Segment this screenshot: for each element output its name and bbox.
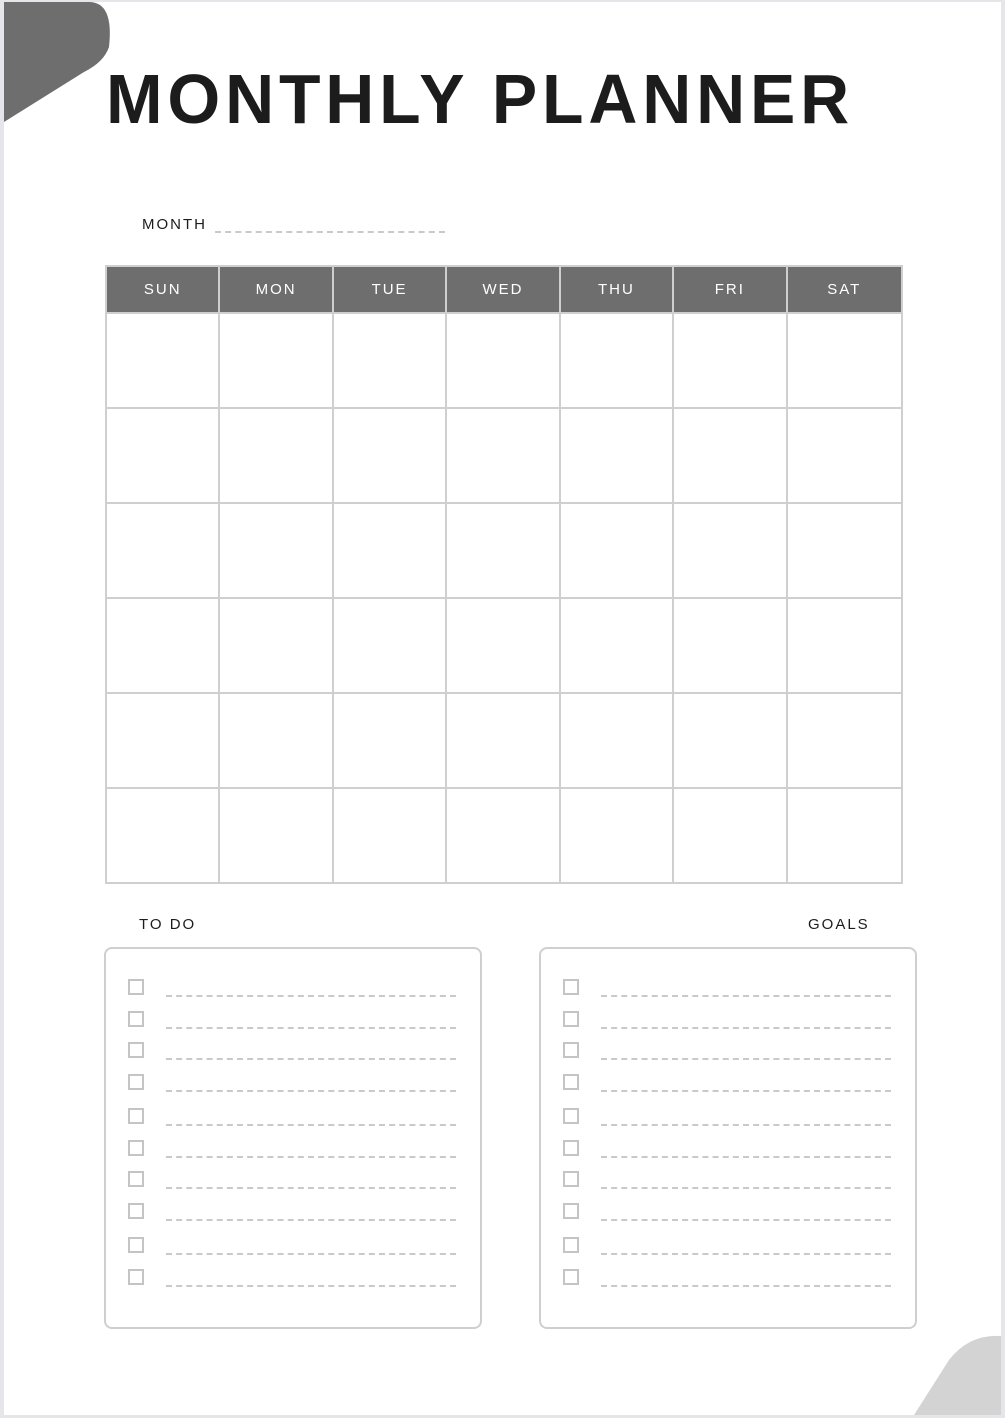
calendar-day-cell[interactable] [107, 692, 220, 787]
todo-line[interactable] [166, 995, 456, 997]
todo-item [128, 1138, 456, 1158]
weekday-sat: SAT [827, 281, 862, 298]
todo-line[interactable] [166, 1253, 456, 1255]
todo-checkbox[interactable] [128, 979, 144, 995]
todo-label: TO DO [139, 916, 197, 933]
todo-item [128, 1040, 456, 1060]
todo-line[interactable] [166, 1219, 456, 1221]
goals-item [563, 1106, 891, 1126]
goals-line[interactable] [601, 995, 891, 997]
calendar-day-cell[interactable] [447, 787, 560, 882]
calendar-day-cell[interactable] [447, 312, 560, 407]
goals-line[interactable] [601, 1219, 891, 1221]
calendar-body [107, 312, 901, 882]
goals-line[interactable] [601, 1285, 891, 1287]
todo-line[interactable] [166, 1027, 456, 1029]
calendar-day-cell[interactable] [447, 597, 560, 692]
todo-checkbox[interactable] [128, 1074, 144, 1090]
goals-line[interactable] [601, 1187, 891, 1189]
goals-line[interactable] [601, 1253, 891, 1255]
goals-item [563, 1072, 891, 1092]
calendar-day-cell[interactable] [107, 312, 220, 407]
calendar-day-cell[interactable] [447, 692, 560, 787]
calendar-day-cell[interactable] [220, 502, 333, 597]
todo-item [128, 1072, 456, 1092]
goals-checkbox[interactable] [563, 1108, 579, 1124]
todo-checkbox[interactable] [128, 1140, 144, 1156]
goals-item [563, 1009, 891, 1029]
todo-checkbox[interactable] [128, 1011, 144, 1027]
todo-checkbox[interactable] [128, 1203, 144, 1219]
todo-line[interactable] [166, 1124, 456, 1126]
calendar-day-cell[interactable] [220, 407, 333, 502]
calendar-day-cell[interactable] [334, 597, 447, 692]
calendar-day-cell[interactable] [334, 407, 447, 502]
calendar-day-cell[interactable] [561, 597, 674, 692]
todo-line[interactable] [166, 1156, 456, 1158]
calendar-day-cell[interactable] [561, 692, 674, 787]
weekday-sun: SUN [107, 267, 220, 312]
calendar-day-cell[interactable] [674, 597, 787, 692]
goals-item [563, 1138, 891, 1158]
todo-checkbox[interactable] [128, 1108, 144, 1124]
calendar-day-cell[interactable] [674, 692, 787, 787]
goals-line[interactable] [601, 1058, 891, 1060]
goals-list-box [539, 947, 917, 1329]
calendar-day-cell[interactable] [220, 597, 333, 692]
calendar-day-cell[interactable] [788, 597, 901, 692]
todo-line[interactable] [166, 1285, 456, 1287]
calendar-day-cell[interactable] [674, 787, 787, 882]
calendar-day-cell[interactable] [334, 312, 447, 407]
corner-decoration-bottom-right [884, 1322, 1001, 1415]
goals-item [563, 1201, 891, 1221]
goals-line[interactable] [601, 1027, 891, 1029]
calendar-day-cell[interactable] [107, 597, 220, 692]
corner-shape-bottom [914, 1336, 1001, 1415]
calendar-day-cell[interactable] [674, 502, 787, 597]
calendar-day-cell[interactable] [220, 787, 333, 882]
calendar-day-cell[interactable] [220, 692, 333, 787]
calendar-day-cell[interactable] [107, 787, 220, 882]
todo-item [128, 1267, 456, 1287]
calendar-day-cell[interactable] [334, 502, 447, 597]
todo-item [128, 1106, 456, 1126]
calendar-day-cell[interactable] [788, 407, 901, 502]
calendar-day-cell[interactable] [561, 787, 674, 882]
todo-item [128, 1235, 456, 1255]
todo-checkbox[interactable] [128, 1269, 144, 1285]
goals-checkbox[interactable] [563, 1011, 579, 1027]
calendar-day-cell[interactable] [334, 787, 447, 882]
calendar-day-cell[interactable] [561, 312, 674, 407]
goals-item [563, 977, 891, 997]
goals-item [563, 1169, 891, 1189]
goals-label: GOALS [808, 916, 870, 933]
goals-checkbox[interactable] [563, 1042, 579, 1058]
todo-checkbox[interactable] [128, 1042, 144, 1058]
corner-shape-top [4, 2, 110, 122]
goals-line[interactable] [601, 1124, 891, 1126]
goals-checkbox[interactable] [563, 979, 579, 995]
calendar-day-cell[interactable] [220, 312, 333, 407]
month-label: MONTH [142, 216, 207, 233]
calendar-day-cell[interactable] [447, 502, 560, 597]
goals-checkbox[interactable] [563, 1074, 579, 1090]
page-title: MONTHLY PLANNER [106, 60, 855, 138]
weekday-fri: FRI [674, 267, 787, 312]
calendar-day-cell[interactable] [674, 407, 787, 502]
todo-item [128, 1169, 456, 1189]
weekday-thu: THU [561, 267, 674, 312]
calendar-day-cell[interactable] [674, 312, 787, 407]
goals-checkbox[interactable] [563, 1171, 579, 1187]
goals-item [563, 1235, 891, 1255]
todo-item [128, 1009, 456, 1029]
calendar-day-cell[interactable] [107, 502, 220, 597]
goals-checkbox[interactable] [563, 1140, 579, 1156]
month-field [142, 216, 445, 233]
todo-checkbox[interactable] [128, 1171, 144, 1187]
calendar-day-cell[interactable] [561, 502, 674, 597]
weekday-tue: TUE [334, 267, 447, 312]
weekday-wed: WED [447, 267, 560, 312]
todo-line[interactable] [166, 1058, 456, 1060]
goals-line[interactable] [601, 1090, 891, 1092]
todo-item [128, 977, 456, 997]
calendar-day-cell[interactable] [788, 692, 901, 787]
calendar-day-cell[interactable] [107, 407, 220, 502]
goals-checkbox[interactable] [563, 1237, 579, 1253]
todo-line[interactable] [166, 1187, 456, 1189]
calendar-day-cell[interactable] [561, 407, 674, 502]
goals-checkbox[interactable] [563, 1203, 579, 1219]
calendar-day-cell[interactable] [788, 312, 901, 407]
calendar-day-cell[interactable] [788, 787, 901, 882]
goals-line[interactable] [601, 1156, 891, 1158]
month-input-line[interactable] [215, 231, 445, 233]
goals-checkbox[interactable] [563, 1269, 579, 1285]
calendar-day-cell[interactable] [447, 407, 560, 502]
corner-decoration-top-left [4, 2, 114, 127]
calendar-day-cell[interactable] [788, 502, 901, 597]
calendar-header [107, 267, 901, 312]
goals-item [563, 1267, 891, 1287]
planner-page [4, 2, 1001, 1415]
calendar-grid [105, 265, 903, 884]
todo-list-box [104, 947, 482, 1329]
todo-checkbox[interactable] [128, 1237, 144, 1253]
todo-item [128, 1201, 456, 1221]
weekday-mon: MON [220, 267, 333, 312]
goals-item [563, 1040, 891, 1060]
calendar-day-cell[interactable] [334, 692, 447, 787]
todo-line[interactable] [166, 1090, 456, 1092]
